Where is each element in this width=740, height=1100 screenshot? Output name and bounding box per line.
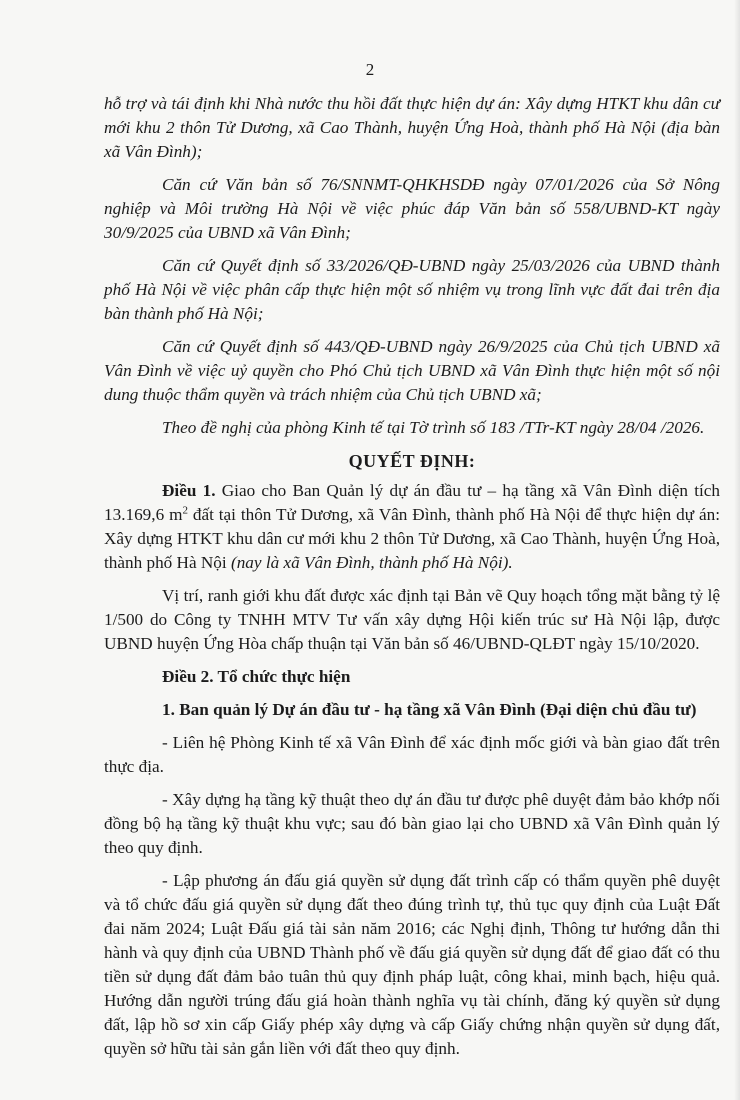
section-1-heading: 1. Ban quản lý Dự án đầu tư - hạ tầng xã Vân Đình (Đại diện chủ đầu tư): [162, 700, 697, 719]
basis-clause: Căn cứ Quyết định số 443/QĐ-UBND ngày 26/9/2025 của Chủ tịch UBND xã Vân Đình về việc uỷ quyền cho Phó Chủ tịch UBND xã Vân Đình thực hiện một số nội dung thuộc thẩm quyền và trách nhiệm của Chủ tịch UBND xã;: [104, 337, 720, 404]
decision-title: QUYẾT ĐỊNH:: [348, 451, 476, 471]
area-unit-superscript: 2: [182, 504, 188, 517]
task-item: - Liên hệ Phòng Kinh tế xã Vân Đình để xác định mốc giới và bàn giao đất trên thực địa.: [104, 733, 720, 776]
basis-clause: Căn cứ Quyết định số 33/2026/QĐ-UBND ngày 25/03/2026 của UBND thành phố Hà Nội về việc phân cấp thực hiện một số nhiệm vụ trong lĩnh vực đất đai trên địa bàn thành phố Hà Nội;: [104, 256, 720, 323]
task-item: - Xây dựng hạ tầng kỹ thuật theo dự án đầu tư được phê duyệt đảm bảo khớp nối đồng bộ hạ tầng kỹ thuật khu vực; sau đó bàn giao lại cho UBND xã Vân Đình quản lý theo quy định.: [104, 790, 720, 857]
basis-clause: Căn cứ Văn bản số 76/SNNMT-QHKHSDĐ ngày 07/01/2026 của Sở Nông nghiệp và Môi trường Hà Nội về việc phúc đáp Văn bản số 558/UBND-KT ngày 30/9/2025 của UBND xã Vân Đình;: [104, 175, 720, 242]
article-1-note: (nay là xã Vân Đình, thành phố Hà Nội).: [230, 553, 513, 572]
page-number: 2: [365, 60, 375, 79]
task-item: - Lập phương án đấu giá quyền sử dụng đất trình cấp có thẩm quyền phê duyệt và tổ chức đấu giá quyền sử dụng đất theo đúng trình tự, thủ tục quy định của Luật Đất đai năm 2024; Luật Đấu giá tài sản năm 2016; các Nghị định, Thông tư hướng dẫn thi hành và quy định của UBND Thành phố về đấu giá quyền sử dụng đất để giao đất có thu tiền sử dụng đất đảm bảo tuân thủ quy định pháp luật, công khai, minh bạch, hiệu quả. Hướng dẫn người trúng đấu giá hoàn thành nghĩa vụ tài chính, đăng ký quyền sử dụng đất, lập hồ sơ xin cấp Giấy phép xây dựng và cấp Giấy chứng nhận quyền sử dụng đất, quyền sở hữu tài sản gắn liền với đất theo quy định.: [104, 871, 720, 1058]
article-1-text-a: Giao cho Ban Quản lý dự án đầu tư – hạ tầng xã Vân Đình diện tích 13.169,6 m: [104, 481, 720, 524]
article-1-label: Điều 1.: [162, 481, 216, 500]
basis-continuation: hỗ trợ và tái định khi Nhà nước thu hồi đất thực hiện dự án: Xây dựng HTKT khu dân cư mới khu 2 thôn Tử Dương, xã Cao Thành, huyện Ứng Hoà, thành phố Hà Nội (địa bàn xã Vân Đình);: [104, 94, 720, 161]
article-1: [104, 479, 720, 575]
article-1-text-b: đất tại thôn Tử Dương, xã Vân Đình, thành phố Hà Nội để thực hiện dự án: Xây dựng HTKT khu dân cư mới khu 2 thôn Tử Dương, xã Cao Thành, huyện Ứng Hoà, thành phố Hà Nội: [104, 505, 720, 572]
page-edge-shadow: [734, 0, 740, 1100]
article-2-heading: Điều 2. Tổ chức thực hiện: [162, 667, 351, 686]
article-1-location: Vị trí, ranh giới khu đất được xác định tại Bản vẽ Quy hoạch tổng mặt bằng tỷ lệ 1/500 do Công ty TNHH MTV Tư vấn xây dựng Hội kiến trúc sư Hà Nội lập, được UBND huyện Ứng Hòa chấp thuận tại Văn bản số 46/UBND-QLĐT ngày 15/10/2020.: [104, 586, 720, 653]
proposal-clause: Theo đề nghị của phòng Kinh tế tại Tờ trình số 183 /TTr-KT ngày 28/04 /2026.: [162, 418, 705, 437]
document-body: [104, 92, 720, 1061]
